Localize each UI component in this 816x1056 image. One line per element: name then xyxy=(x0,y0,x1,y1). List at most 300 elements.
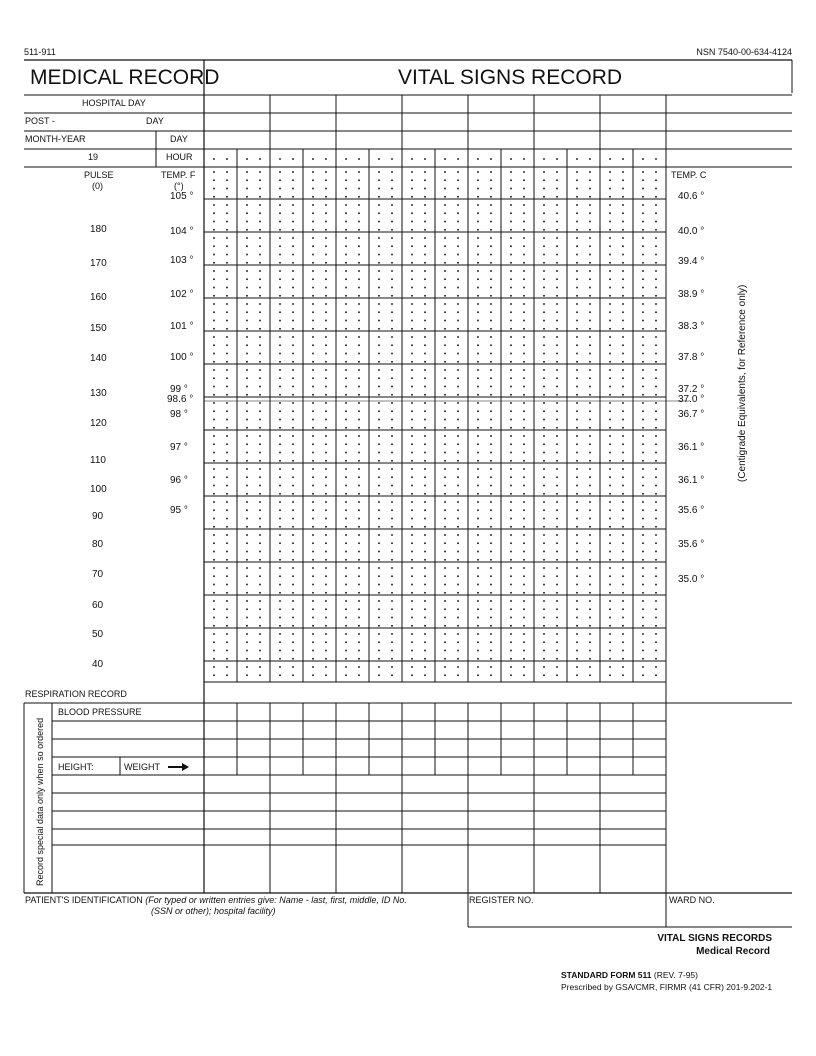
grid-dot xyxy=(510,196,512,198)
grid-dot xyxy=(378,377,380,379)
grid-dot xyxy=(279,460,281,462)
grid-dot xyxy=(556,493,558,495)
grid-dot xyxy=(556,303,558,305)
grid-dot xyxy=(576,410,578,412)
grid-dot xyxy=(226,204,228,206)
grid-dot xyxy=(556,179,558,181)
grid-dot xyxy=(642,196,644,198)
grid-dot xyxy=(213,270,215,272)
grid-dot xyxy=(411,303,413,305)
grid-dot xyxy=(213,674,215,676)
temp-c-value-13: 35.0 ° xyxy=(678,574,705,585)
grid-dot xyxy=(490,435,492,437)
grid-dot xyxy=(543,212,545,214)
grid-dot xyxy=(226,666,228,668)
grid-dot xyxy=(589,320,591,322)
grid-dot xyxy=(543,410,545,412)
grid-dot xyxy=(312,188,314,190)
grid-dot xyxy=(226,353,228,355)
grid-dot xyxy=(213,245,215,247)
grid-dot xyxy=(477,179,479,181)
grid-dot xyxy=(411,551,413,553)
grid-dot xyxy=(622,592,624,594)
grid-dot xyxy=(589,402,591,404)
grid-dot xyxy=(213,460,215,462)
grid-dot xyxy=(246,501,248,503)
grid-dot xyxy=(358,188,360,190)
grid-dot xyxy=(490,158,492,160)
grid-dot xyxy=(246,641,248,643)
grid-dot xyxy=(457,567,459,569)
pulse-value-14: 40 xyxy=(92,659,104,670)
grid-dot xyxy=(576,468,578,470)
grid-dot xyxy=(609,287,611,289)
grid-dot xyxy=(378,468,380,470)
grid-dot xyxy=(345,262,347,264)
grid-dot xyxy=(655,666,657,668)
grid-dot xyxy=(642,419,644,421)
grid-dot xyxy=(444,443,446,445)
grid-dot xyxy=(510,600,512,602)
grid-dot xyxy=(358,600,360,602)
grid-dot xyxy=(510,666,512,668)
grid-dot xyxy=(259,171,261,173)
grid-dot xyxy=(292,221,294,223)
grid-dot xyxy=(589,674,591,676)
grid-dot xyxy=(226,386,228,388)
grid-dot xyxy=(325,501,327,503)
grid-dot xyxy=(510,526,512,528)
grid-dot xyxy=(279,377,281,379)
grid-dot xyxy=(345,468,347,470)
grid-dot xyxy=(226,600,228,602)
grid-dot xyxy=(444,551,446,553)
grid-dot xyxy=(457,254,459,256)
grid-dot xyxy=(622,237,624,239)
grid-dot xyxy=(246,658,248,660)
grid-dot xyxy=(391,179,393,181)
grid-dot xyxy=(609,641,611,643)
grid-dot xyxy=(576,625,578,627)
temp-c-value-11: 35.6 ° xyxy=(678,505,705,516)
grid-dot xyxy=(622,171,624,173)
grid-dot xyxy=(246,666,248,668)
grid-dot xyxy=(510,625,512,627)
grid-dot xyxy=(213,567,215,569)
grid-dot xyxy=(622,674,624,676)
grid-dot xyxy=(358,377,360,379)
grid-dot xyxy=(556,344,558,346)
grid-dot xyxy=(391,435,393,437)
grid-dot xyxy=(411,204,413,206)
grid-dot xyxy=(589,171,591,173)
grid-dot xyxy=(325,369,327,371)
grid-dot xyxy=(325,452,327,454)
grid-dot xyxy=(642,435,644,437)
grid-dot xyxy=(378,650,380,652)
grid-dot xyxy=(490,600,492,602)
grid-dot xyxy=(655,179,657,181)
grid-dot xyxy=(391,575,393,577)
grid-dot xyxy=(391,468,393,470)
grid-dot xyxy=(477,443,479,445)
grid-dot xyxy=(345,328,347,330)
grid-dot xyxy=(444,386,446,388)
grid-dot xyxy=(556,204,558,206)
grid-dot xyxy=(358,493,360,495)
grid-dot xyxy=(556,641,558,643)
grid-dot xyxy=(444,534,446,536)
grid-dot xyxy=(259,196,261,198)
grid-dot xyxy=(312,485,314,487)
grid-dot xyxy=(424,493,426,495)
grid-dot xyxy=(411,526,413,528)
grid-dot xyxy=(345,212,347,214)
grid-dot xyxy=(609,353,611,355)
grid-dot xyxy=(477,204,479,206)
grid-dot xyxy=(622,336,624,338)
grid-dot xyxy=(523,336,525,338)
grid-dot xyxy=(345,237,347,239)
grid-dot xyxy=(490,493,492,495)
grid-dot xyxy=(312,468,314,470)
grid-dot xyxy=(543,402,545,404)
grid-dot xyxy=(655,287,657,289)
grid-dot xyxy=(589,485,591,487)
grid-dot xyxy=(490,410,492,412)
grid-dot xyxy=(325,674,327,676)
grid-dot xyxy=(226,493,228,495)
pulse-label: PULSE xyxy=(84,170,114,180)
temp-f-value-5: 100 ° xyxy=(170,352,194,363)
grid-dot xyxy=(477,320,479,322)
grid-dot xyxy=(510,452,512,454)
grid-dot xyxy=(279,658,281,660)
grid-dot xyxy=(312,666,314,668)
grid-dot xyxy=(622,303,624,305)
grid-dot xyxy=(391,419,393,421)
grid-dot xyxy=(523,295,525,297)
grid-dot xyxy=(279,221,281,223)
pulse-value-4: 140 xyxy=(90,353,107,364)
grid-dot xyxy=(655,518,657,520)
grid-dot xyxy=(325,336,327,338)
grid-dot xyxy=(576,254,578,256)
grid-dot xyxy=(292,427,294,429)
grid-dot xyxy=(246,518,248,520)
grid-dot xyxy=(345,650,347,652)
grid-dot xyxy=(325,287,327,289)
grid-dot xyxy=(556,229,558,231)
grid-dot xyxy=(523,353,525,355)
grid-dot xyxy=(292,204,294,206)
grid-dot xyxy=(556,534,558,536)
grid-dot xyxy=(457,625,459,627)
grid-dot xyxy=(325,179,327,181)
grid-dot xyxy=(424,650,426,652)
pulse-value-11: 70 xyxy=(92,569,104,580)
grid-dot xyxy=(345,303,347,305)
grid-dot xyxy=(226,633,228,635)
grid-dot xyxy=(589,237,591,239)
grid-dot xyxy=(477,493,479,495)
grid-dot xyxy=(226,361,228,363)
grid-dot xyxy=(259,328,261,330)
grid-dot xyxy=(424,435,426,437)
grid-dot xyxy=(642,320,644,322)
grid-dot xyxy=(655,270,657,272)
grid-dot xyxy=(622,254,624,256)
grid-dot xyxy=(424,188,426,190)
grid-dot xyxy=(424,237,426,239)
grid-dot xyxy=(358,320,360,322)
grid-dot xyxy=(523,625,525,627)
grid-dot xyxy=(556,410,558,412)
grid-dot xyxy=(345,278,347,280)
grid-dot xyxy=(259,394,261,396)
grid-dot xyxy=(457,443,459,445)
grid-dot xyxy=(213,336,215,338)
grid-dot xyxy=(259,674,261,676)
grid-dot xyxy=(576,287,578,289)
grid-dot xyxy=(213,229,215,231)
grid-dot xyxy=(378,567,380,569)
grid-dot xyxy=(556,625,558,627)
grid-dot xyxy=(358,567,360,569)
grid-dot xyxy=(556,278,558,280)
grid-dot xyxy=(259,353,261,355)
grid-dot xyxy=(325,658,327,660)
grid-dot xyxy=(391,336,393,338)
grid-dot xyxy=(378,394,380,396)
grid-dot xyxy=(444,542,446,544)
pulse-value-1: 170 xyxy=(90,258,107,269)
grid-dot xyxy=(226,427,228,429)
grid-dot xyxy=(292,410,294,412)
grid-dot xyxy=(345,493,347,495)
grid-dot xyxy=(279,584,281,586)
grid-dot xyxy=(246,419,248,421)
grid-dot xyxy=(213,377,215,379)
grid-dot xyxy=(279,443,281,445)
grid-dot xyxy=(556,196,558,198)
grid-dot xyxy=(642,493,644,495)
grid-dot xyxy=(589,650,591,652)
grid-dot xyxy=(246,551,248,553)
grid-dot xyxy=(490,575,492,577)
grid-dot xyxy=(292,361,294,363)
grid-dot xyxy=(477,262,479,264)
grid-dot xyxy=(609,509,611,511)
grid-dot xyxy=(523,328,525,330)
grid-dot xyxy=(226,559,228,561)
grid-dot xyxy=(312,229,314,231)
grid-dot xyxy=(510,485,512,487)
grid-dot xyxy=(411,221,413,223)
grid-dot xyxy=(246,303,248,305)
grid-dot xyxy=(444,229,446,231)
grid-dot xyxy=(279,188,281,190)
grid-dot xyxy=(246,542,248,544)
grid-dot xyxy=(391,377,393,379)
grid-dot xyxy=(213,278,215,280)
grid-dot xyxy=(642,509,644,511)
grid-dot xyxy=(259,435,261,437)
patient-id-label: PATIENT'S IDENTIFICATION (For typed or written entries give: Name - last, first, middle, ID No. xyxy=(25,895,407,905)
grid-dot xyxy=(642,518,644,520)
grid-dot xyxy=(609,295,611,297)
grid-dot xyxy=(391,518,393,520)
grid-dot xyxy=(622,641,624,643)
grid-dot xyxy=(444,344,446,346)
grid-dot xyxy=(642,212,644,214)
grid-dot xyxy=(246,592,248,594)
grid-dot xyxy=(523,320,525,322)
grid-dot xyxy=(226,188,228,190)
grid-dot xyxy=(556,650,558,652)
grid-dot xyxy=(655,278,657,280)
grid-dot xyxy=(312,534,314,536)
grid-dot xyxy=(213,237,215,239)
grid-dot xyxy=(543,633,545,635)
grid-dot xyxy=(391,320,393,322)
grid-dot xyxy=(259,212,261,214)
grid-dot xyxy=(510,617,512,619)
grid-dot xyxy=(411,666,413,668)
grid-dot xyxy=(378,551,380,553)
grid-dot xyxy=(543,204,545,206)
grid-dot xyxy=(246,435,248,437)
grid-dot xyxy=(510,534,512,536)
grid-dot xyxy=(378,617,380,619)
grid-dot xyxy=(477,542,479,544)
grid-dot xyxy=(411,600,413,602)
grid-dot xyxy=(523,254,525,256)
grid-dot xyxy=(642,617,644,619)
grid-dot xyxy=(312,542,314,544)
grid-dot xyxy=(556,542,558,544)
grid-dot xyxy=(391,278,393,280)
grid-dot xyxy=(642,501,644,503)
grid-dot xyxy=(378,270,380,272)
grid-dot xyxy=(622,485,624,487)
grid-dot xyxy=(642,452,644,454)
grid-dot xyxy=(609,617,611,619)
form-code: 511-911 xyxy=(24,47,56,57)
grid-dot xyxy=(345,534,347,536)
grid-dot xyxy=(391,658,393,660)
grid-dot xyxy=(589,303,591,305)
grid-dot xyxy=(543,460,545,462)
grid-dot xyxy=(655,204,657,206)
grid-dot xyxy=(642,237,644,239)
grid-dot xyxy=(292,658,294,660)
grid-dot xyxy=(543,551,545,553)
grid-dot xyxy=(622,584,624,586)
grid-dot xyxy=(490,559,492,561)
grid-dot xyxy=(609,625,611,627)
grid-dot xyxy=(259,361,261,363)
grid-dot xyxy=(444,485,446,487)
grid-dot xyxy=(655,567,657,569)
grid-dot xyxy=(490,476,492,478)
grid-dot xyxy=(642,328,644,330)
grid-dot xyxy=(259,493,261,495)
grid-dot xyxy=(490,262,492,264)
grid-dot xyxy=(226,158,228,160)
grid-dot xyxy=(589,344,591,346)
grid-dot xyxy=(523,542,525,544)
grid-dot xyxy=(424,179,426,181)
grid-dot xyxy=(622,419,624,421)
grid-dot xyxy=(622,287,624,289)
grid-dot xyxy=(345,551,347,553)
grid-dot xyxy=(279,270,281,272)
temp-f-value-4: 101 ° xyxy=(170,321,194,332)
grid-dot xyxy=(213,158,215,160)
grid-dot xyxy=(444,509,446,511)
grid-dot xyxy=(543,254,545,256)
grid-dot xyxy=(609,559,611,561)
grid-dot xyxy=(259,204,261,206)
grid-dot xyxy=(345,641,347,643)
grid-dot xyxy=(424,254,426,256)
grid-dot xyxy=(556,328,558,330)
grid-dot xyxy=(259,262,261,264)
grid-dot xyxy=(622,386,624,388)
grid-dot xyxy=(490,402,492,404)
grid-dot xyxy=(246,600,248,602)
grid-dot xyxy=(358,542,360,544)
grid-dot xyxy=(477,221,479,223)
grid-dot xyxy=(556,608,558,610)
grid-dot xyxy=(477,410,479,412)
grid-dot xyxy=(345,526,347,528)
grid-dot xyxy=(457,336,459,338)
temp-c-value-12: 35.6 ° xyxy=(678,539,705,550)
grid-dot xyxy=(411,328,413,330)
grid-dot xyxy=(576,559,578,561)
grid-dot xyxy=(358,435,360,437)
grid-dot xyxy=(246,493,248,495)
grid-dot xyxy=(510,551,512,553)
grid-dot xyxy=(444,158,446,160)
grid-dot xyxy=(325,600,327,602)
grid-dot xyxy=(358,534,360,536)
grid-dot xyxy=(490,666,492,668)
grid-dot xyxy=(279,617,281,619)
grid-dot xyxy=(213,328,215,330)
records-subtitle: Medical Record xyxy=(696,946,770,957)
grid-dot xyxy=(444,674,446,676)
grid-dot xyxy=(213,353,215,355)
grid-dot xyxy=(292,641,294,643)
grid-dot xyxy=(477,303,479,305)
grid-dot xyxy=(444,212,446,214)
grid-dot xyxy=(642,254,644,256)
grid-dot xyxy=(523,361,525,363)
grid-dot xyxy=(556,658,558,660)
grid-dot xyxy=(213,641,215,643)
grid-dot xyxy=(576,666,578,668)
grid-dot xyxy=(378,353,380,355)
grid-dot xyxy=(345,658,347,660)
grid-dot xyxy=(259,592,261,594)
grid-dot xyxy=(490,320,492,322)
pulse-value-8: 100 xyxy=(90,484,107,495)
grid-dot xyxy=(576,542,578,544)
grid-dot xyxy=(246,204,248,206)
